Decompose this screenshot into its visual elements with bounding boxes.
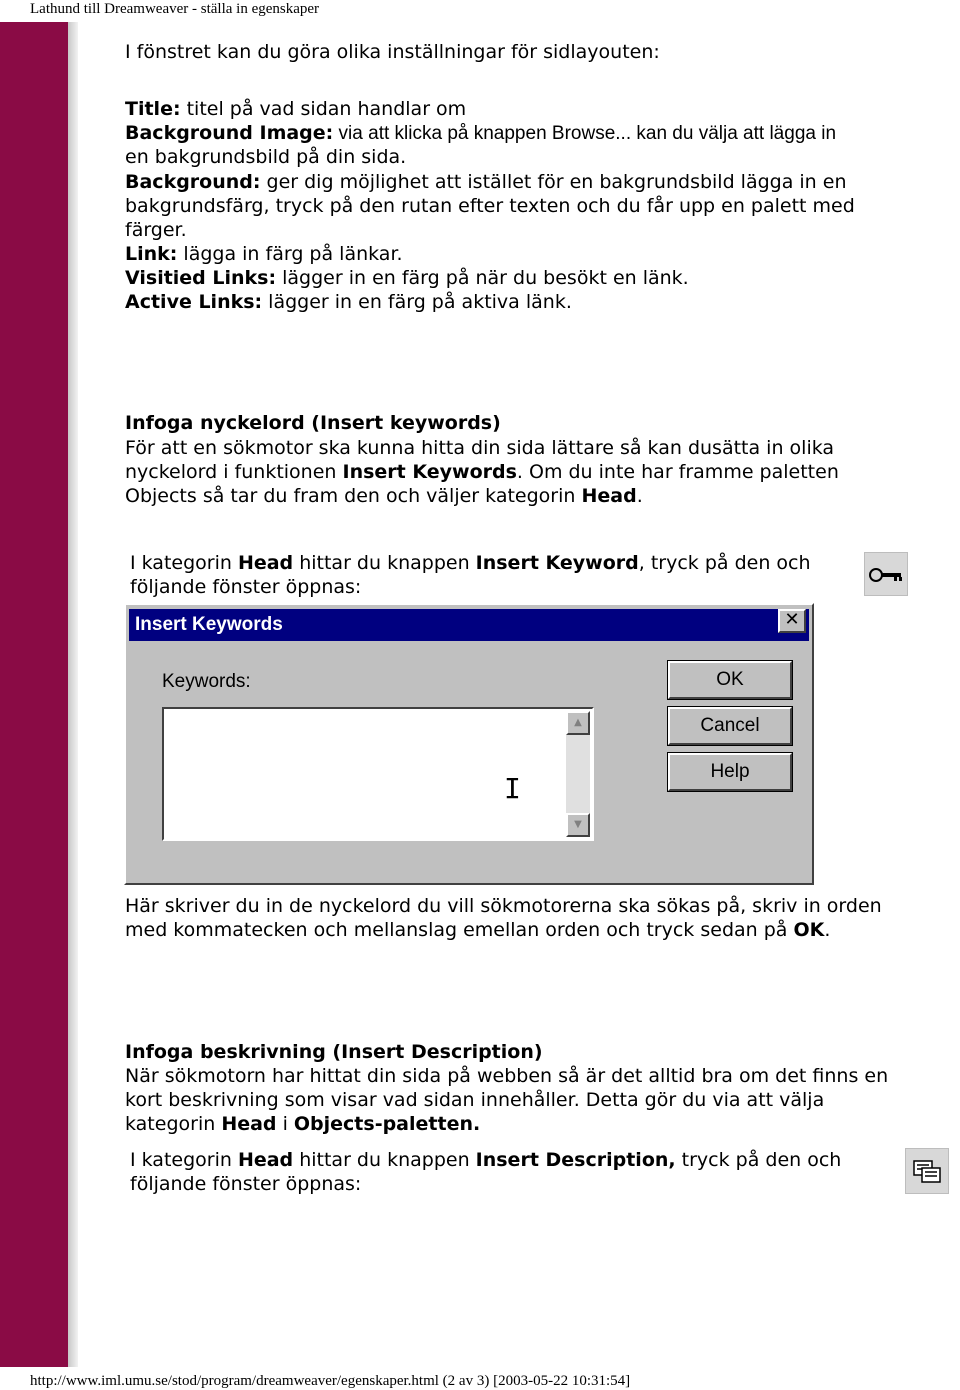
setting-background-cont2: färger.: [125, 219, 187, 241]
insert-keyword-button[interactable]: [864, 552, 908, 596]
keywords-p2: nyckelord i funktionen Insert Keywords. Om du inte har framme paletten: [125, 461, 839, 483]
intro-text: I fönstret kan du göra olika inställningar för sidlayouten:: [125, 41, 660, 63]
keywords-p3: Objects så tar du fram den och väljer kategorin Head.: [125, 485, 643, 507]
keywords-category-line2: följande fönster öppnas:: [130, 576, 362, 598]
description-icon: [912, 1159, 942, 1185]
setting-background-cont: bakgrundsfärg, tryck på den rutan efter texten och du får upp en palett med: [125, 195, 855, 217]
ok-button[interactable]: OK: [668, 661, 792, 699]
close-icon[interactable]: ✕: [778, 609, 806, 633]
description-p3: kategorin Head i Objects-paletten.: [125, 1113, 481, 1135]
description-p2: kort beskrivning som visar vad sidan innehåller. Detta gör du via att välja: [125, 1089, 825, 1111]
dialog-title: Insert Keywords: [129, 609, 809, 641]
keywords-textarea[interactable]: [162, 707, 594, 841]
keywords-after-line1: Här skriver du in de nyckelord du vill sökmotorerna ska sökas på, skriv in orden: [125, 895, 882, 917]
insert-keywords-dialog: [124, 603, 814, 885]
description-p1: När sökmotorn har hittat din sida på webben så är det alltid bra om det finns en: [125, 1065, 889, 1087]
description-heading: Infoga beskrivning (Insert Description): [125, 1041, 543, 1063]
page-header: Lathund till Dreamweaver - ställa in egenskaper: [30, 1, 320, 17]
setting-visited: Visitied Links: lägger in en färg på när du besökt en länk.: [125, 267, 689, 289]
keywords-heading: Infoga nyckelord (Insert keywords): [125, 412, 501, 434]
scroll-down-icon[interactable]: ▼: [566, 813, 590, 837]
cancel-button[interactable]: Cancel: [668, 707, 792, 745]
help-button[interactable]: Help: [668, 753, 792, 791]
sidebar-shadow: [68, 22, 78, 1367]
scrollbar[interactable]: [566, 711, 590, 837]
keywords-label: Keywords:: [162, 671, 251, 692]
setting-background: Background: ger dig möjlighet att istället för en bakgrundsbild lägga in en: [125, 171, 847, 193]
keywords-after-line2: med kommatecken och mellanslag emellan orden och tryck sedan på OK.: [125, 919, 831, 941]
scroll-up-icon[interactable]: ▲: [566, 711, 590, 735]
setting-title: Title: titel på vad sidan handlar om: [125, 98, 467, 120]
keywords-p1: För att en sökmotor ska kunna hitta din sida lättare så kan dusätta in olika: [125, 437, 835, 459]
setting-bgimage: Background Image: via att klicka på knappen Browse... kan du välja att lägga in: [125, 122, 837, 144]
page-footer: http://www.iml.umu.se/stod/program/dreamweaver/egenskaper.html (2 av 3) [2003-05-22 10:31:54]: [30, 1373, 631, 1389]
insert-description-button[interactable]: [905, 1148, 949, 1194]
sidebar-stripe: [0, 22, 68, 1367]
description-category-line2: följande fönster öppnas:: [130, 1173, 362, 1195]
setting-bgimage-cont: en bakgrundsbild på din sida.: [125, 146, 407, 168]
keywords-category-line1: I kategorin Head hittar du knappen Insert Keyword, tryck på den och: [130, 552, 811, 574]
key-icon: [868, 565, 904, 585]
setting-link: Link: lägga in färg på länkar.: [125, 243, 403, 265]
text-cursor-icon: I: [504, 772, 521, 805]
description-category-line1: I kategorin Head hittar du knappen Insert Description, tryck på den och: [130, 1149, 842, 1171]
setting-active: Active Links: lägger in en färg på aktiva länk.: [125, 291, 572, 313]
